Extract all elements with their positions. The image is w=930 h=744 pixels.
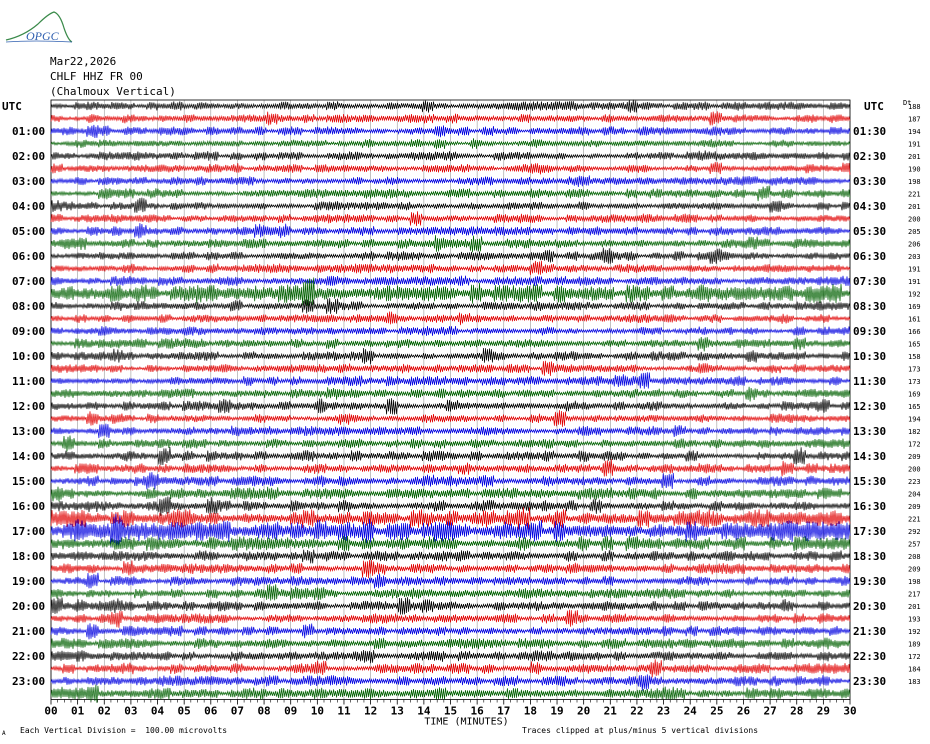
right-utc-header: UTC xyxy=(864,100,884,113)
right-hour-label: 22:30 xyxy=(853,650,887,663)
row-value: 183 xyxy=(908,678,921,686)
x-tick-label: 09 xyxy=(284,704,298,718)
left-hour-label: 11:00 xyxy=(12,375,46,388)
right-hour-label: 10:30 xyxy=(853,350,887,363)
left-hour-label: 16:00 xyxy=(12,500,46,513)
x-tick-label: 25 xyxy=(710,704,724,718)
footer-mark: A xyxy=(2,730,6,737)
row-value: 205 xyxy=(908,228,921,236)
row-value: 292 xyxy=(908,528,921,536)
row-value: 198 xyxy=(908,578,921,586)
row-value: 182 xyxy=(908,428,921,436)
x-tick-label: 23 xyxy=(656,704,671,718)
row-value: 201 xyxy=(908,203,921,211)
x-tick-label: 11 xyxy=(337,704,351,718)
x-tick-label: 18 xyxy=(523,704,538,718)
left-hour-label: 15:00 xyxy=(12,475,46,488)
row-value: 257 xyxy=(908,540,921,549)
right-hour-label: 07:30 xyxy=(853,275,887,288)
left-hour-label: 01:00 xyxy=(12,125,46,138)
row-value: 192 xyxy=(908,628,921,636)
row-value: 166 xyxy=(908,328,921,336)
x-tick-label: 27 xyxy=(763,704,777,718)
row-value: 190 xyxy=(908,165,921,174)
x-tick-label: 02 xyxy=(97,704,111,718)
row-value: 217 xyxy=(908,590,921,599)
right-hour-label: 20:30 xyxy=(853,600,887,613)
x-tick-label: 24 xyxy=(683,704,697,718)
x-tick-label: 08 xyxy=(257,704,271,718)
x-tick-label: 04 xyxy=(150,704,165,718)
right-hour-label: 15:30 xyxy=(853,475,887,488)
row-value: 200 xyxy=(908,215,921,224)
x-tick-label: 15 xyxy=(443,704,458,718)
right-hour-label: 11:30 xyxy=(853,375,887,388)
x-tick-label: 30 xyxy=(843,704,857,718)
left-hour-label: 14:00 xyxy=(12,450,46,463)
right-hour-label: 13:30 xyxy=(853,425,887,438)
row-value: 208 xyxy=(908,553,921,561)
left-hour-label: 18:00 xyxy=(12,550,46,563)
right-hour-label: 05:30 xyxy=(853,225,887,238)
right-hour-label: 12:30 xyxy=(853,400,887,413)
logo-text: OPGC xyxy=(26,29,59,43)
left-hour-label: 20:00 xyxy=(12,600,46,613)
x-tick-label: 12 xyxy=(363,704,378,718)
right-hour-label: 14:30 xyxy=(853,450,887,463)
left-hour-label: 08:00 xyxy=(12,300,46,313)
x-tick-label: 07 xyxy=(230,704,245,718)
x-tick-label: 14 xyxy=(417,704,431,718)
right-hour-label: 17:30 xyxy=(853,525,887,538)
left-hour-label: 23:00 xyxy=(12,675,46,688)
left-hour-label: 17:00 xyxy=(12,525,46,538)
x-tick-label: 01 xyxy=(71,704,85,718)
row-value: 198 xyxy=(908,178,921,186)
right-hour-label: 01:30 xyxy=(853,125,887,138)
x-tick-label: 16 xyxy=(470,704,484,718)
row-value: 191 xyxy=(908,140,921,149)
x-tick-label: 29 xyxy=(816,704,830,718)
right-hour-label: 06:30 xyxy=(853,250,887,263)
left-hour-label: 10:00 xyxy=(12,350,46,363)
x-tick-label: 00 xyxy=(44,704,58,718)
row-value: 169 xyxy=(908,390,921,399)
right-hour-label: 04:30 xyxy=(853,200,887,213)
row-value: 209 xyxy=(908,453,921,461)
left-hour-label: 07:00 xyxy=(12,275,46,288)
x-tick-label: 17 xyxy=(497,704,511,718)
left-hour-label: 02:00 xyxy=(12,150,46,163)
row-value: 172 xyxy=(908,440,921,449)
row-value: 223 xyxy=(908,478,921,486)
left-hour-label: 05:00 xyxy=(12,225,46,238)
x-axis-title: TIME (MINUTES) xyxy=(424,716,509,728)
left-utc-header: UTC xyxy=(2,100,22,113)
row-value: 184 xyxy=(908,665,921,674)
left-hour-label: 13:00 xyxy=(12,425,46,438)
left-hour-label: 12:00 xyxy=(12,400,46,413)
left-hour-label: 22:00 xyxy=(12,650,46,663)
x-tick-label: 03 xyxy=(124,704,138,718)
right-hour-label: 16:30 xyxy=(853,500,887,513)
right-hour-label: 21:30 xyxy=(853,625,887,638)
left-hour-label: 21:00 xyxy=(12,625,46,638)
left-hour-label: 09:00 xyxy=(12,325,46,338)
station-label: CHLF HHZ FR 00 xyxy=(50,70,143,83)
x-tick-label: 05 xyxy=(177,704,191,718)
row-value: 194 xyxy=(908,415,921,424)
row-value: 201 xyxy=(908,603,921,611)
row-value: 203 xyxy=(908,253,921,261)
x-tick-label: 10 xyxy=(310,704,324,718)
x-tick-label: 22 xyxy=(630,704,644,718)
right-col-header: Dt xyxy=(903,99,912,107)
plot-grid xyxy=(51,100,850,705)
x-tick-label: 13 xyxy=(390,704,404,718)
row-value: 194 xyxy=(908,128,921,136)
row-value: 191 xyxy=(908,265,921,274)
left-hour-label: 06:00 xyxy=(12,250,46,263)
left-hour-label: 04:00 xyxy=(12,200,46,213)
row-value: 165 xyxy=(908,340,921,349)
right-hour-label: 02:30 xyxy=(853,150,887,163)
row-value: 187 xyxy=(908,115,921,124)
row-value: 221 xyxy=(908,515,921,524)
x-tick-label: 06 xyxy=(204,704,218,718)
date-label: Mar22,2026 xyxy=(50,55,117,68)
right-hour-label: 09:30 xyxy=(853,325,887,338)
row-value: 173 xyxy=(908,378,921,386)
row-value: 200 xyxy=(908,465,921,474)
clip-note: Traces clipped at plus/minus 5 vertical divisions xyxy=(522,726,759,735)
right-hour-label: 23:30 xyxy=(853,675,887,688)
scale-note: Each Vertical Division = 100.00 microvolts xyxy=(20,726,228,735)
row-value: 158 xyxy=(908,353,921,361)
row-value: 165 xyxy=(908,403,921,411)
left-hour-label: 03:00 xyxy=(12,175,46,188)
row-value: 172 xyxy=(908,653,921,661)
row-value: 201 xyxy=(908,153,921,161)
right-hour-label: 03:30 xyxy=(853,175,887,188)
x-tick-label: 28 xyxy=(790,704,804,718)
row-value: 206 xyxy=(908,240,921,249)
right-hour-label: 19:30 xyxy=(853,575,887,588)
row-value: 209 xyxy=(908,503,921,511)
right-hour-label: 08:30 xyxy=(853,300,887,313)
x-tick-label: 21 xyxy=(603,704,617,718)
row-value: 209 xyxy=(908,565,921,574)
x-tick-label: 20 xyxy=(577,704,591,718)
left-hour-label: 19:00 xyxy=(12,575,46,588)
location-label: (Chalmoux Vertical) xyxy=(50,85,176,98)
x-tick-label: 26 xyxy=(736,704,751,718)
row-value: 221 xyxy=(908,190,921,199)
row-value: 191 xyxy=(908,278,921,286)
row-value: 161 xyxy=(908,315,921,324)
right-hour-label: 18:30 xyxy=(853,550,887,563)
row-value: 192 xyxy=(908,290,921,299)
x-tick-label: 19 xyxy=(550,704,564,718)
row-value: 204 xyxy=(908,490,921,499)
row-value: 189 xyxy=(908,640,921,649)
row-value: 193 xyxy=(908,615,921,624)
row-value: 169 xyxy=(908,303,921,311)
row-value: 173 xyxy=(908,365,921,374)
row-value: 188 xyxy=(908,103,921,111)
